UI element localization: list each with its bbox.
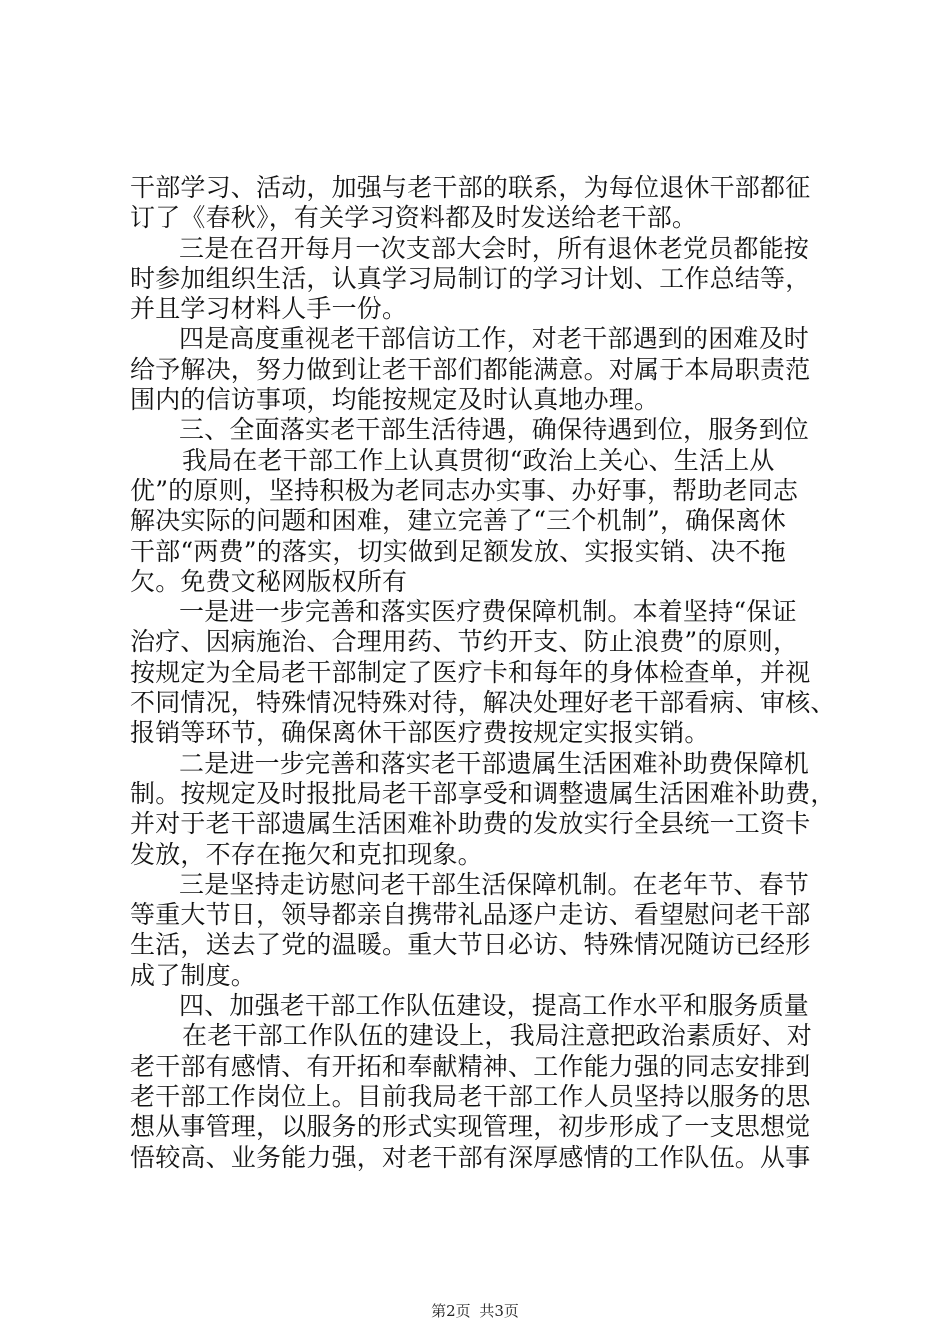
text-line: 三、全面落实老干部生活待遇，确保待遇到位，服务到位 [179, 415, 810, 445]
text-line: 我局在老干部工作上认真贯彻“政治上关心、生活上从 [182, 445, 775, 475]
text-line: 成了制度。 [130, 960, 257, 990]
text-line: 干部学习、活动，加强与老干部的联系，为每位退休干部都征 [130, 173, 811, 202]
text-line: 三是在召开每月一次支部大会时，所有退休老党员都能按 [179, 233, 810, 263]
text-line: 优”的原则，坚持积极为老同志办实事、办好事，帮助老同志 [130, 475, 799, 505]
text-line: 悟较高、业务能力强，对老干部有深厚感情的工作队伍。从事 [130, 1142, 811, 1172]
text-line: 给予解决，努力做到让老干部们都能满意。对属于本局职责范 [130, 354, 811, 384]
text-line: 发放，不存在拖欠和克扣现象。 [130, 839, 483, 869]
text-line: 二是进一步完善和落实老干部遗属生活困难补助费保障机 [179, 748, 810, 778]
text-line: 老干部工作岗位上。目前我局老干部工作人员坚持以服务的思 [130, 1081, 811, 1111]
text-line: 并对于老干部遗属生活困难补助费的发放实行全县统一工资卡 [130, 809, 811, 839]
text-line: 时参加组织生活，认真学习局制订的学习计划、工作总结等， [130, 263, 811, 293]
text-line: 欠。免费文秘网版权所有 [130, 566, 408, 596]
text-line: 报销等环节，确保离休干部医疗费按规定实报实销。 [130, 718, 710, 748]
text-line: 解决实际的问题和困难，建立完善了“三个机制”，确保离休 [130, 506, 786, 536]
text-line: 制。按规定及时报批局老干部享受和调整遗属生活困难补助费， [130, 778, 836, 808]
text-line: 不同情况，特殊情况特殊对待，解决处理好老干部看病、审核、 [130, 688, 836, 718]
page-total: 共3页 [479, 1302, 519, 1320]
text-line: 在老干部工作队伍的建设上，我局注意把政治素质好、对 [182, 1021, 813, 1051]
page-number: 第2页 [431, 1302, 471, 1320]
text-line: 按规定为全局老干部制定了医疗卡和每年的身体检查单，并视 [130, 657, 811, 687]
text-line: 生活，送去了党的温暖。重大节日必访、特殊情况随访已经形 [130, 930, 811, 960]
text-line: 并且学习材料人手一份。 [130, 294, 408, 324]
text-line: 一是进一步完善和落实医疗费保障机制。本着坚持“保证 [179, 597, 797, 627]
document-body [130, 173, 836, 1173]
text-line: 等重大节日，领导都亲自携带礼品逐户走访、看望慰问老干部 [130, 900, 811, 930]
text-line: 想从事管理，以服务的形式实现管理，初步形成了一支思想觉 [130, 1112, 811, 1142]
text-line: 订了《春秋》，有关学习资料都及时发送给老干部。 [130, 203, 698, 233]
text-line: 三是坚持走访慰问老干部生活保障机制。在老年节、春节 [179, 869, 810, 899]
text-line: 四是高度重视老干部信访工作，对老干部遇到的困难及时 [179, 324, 810, 354]
text-line: 老干部有感情、有开拓和奉献精神、工作能力强的同志安排到 [130, 1051, 811, 1081]
text-line: 围内的信访事项，均能按规定及时认真地办理。 [130, 385, 660, 415]
text-line: 治疗、因病施治、合理用药、节约开支、防止浪费”的原则， [130, 627, 799, 657]
text-line: 四、加强老干部工作队伍建设，提高工作水平和服务质量 [179, 991, 810, 1021]
text-line: 干部“两费”的落实，切实做到足额发放、实报实销、决不拖 [130, 536, 786, 566]
page-footer [0, 1300, 950, 1321]
